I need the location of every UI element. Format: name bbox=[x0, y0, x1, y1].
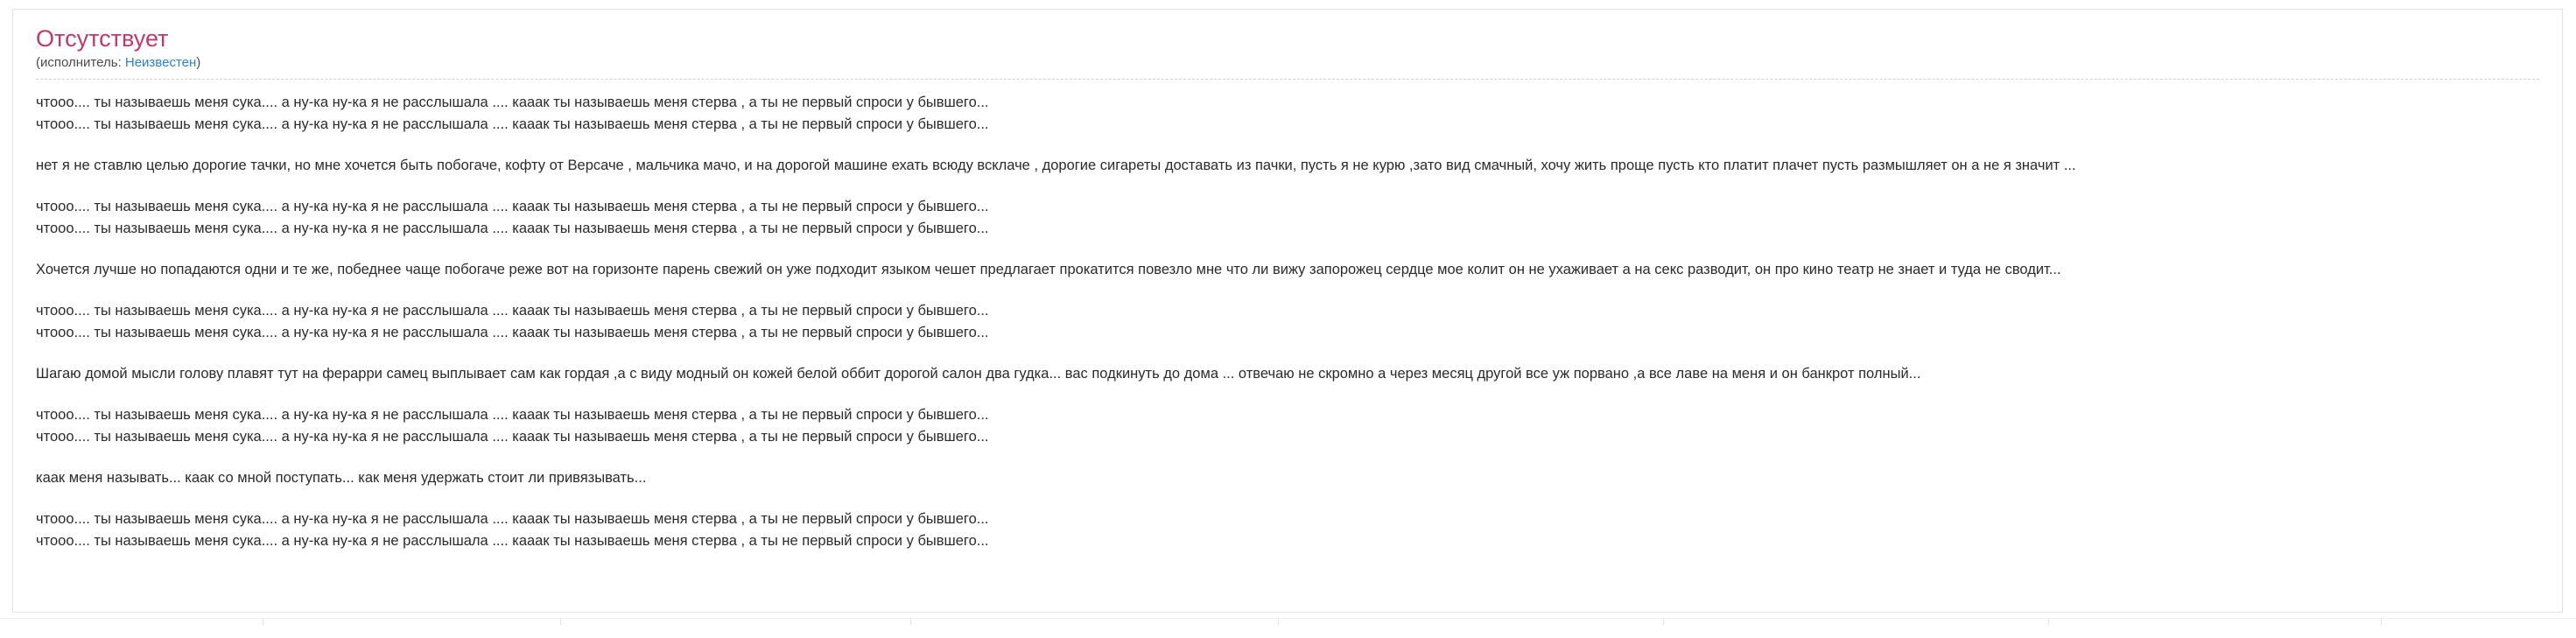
lyrics-stanza bbox=[36, 508, 2539, 552]
lyrics-line: чтооо.... ты называешь меня сука.... а ну-ка ну-ка я не расслышала .... кааак ты называешь меня стерва , а ты не первый спроси у бывшего... bbox=[36, 325, 989, 340]
tick-mark bbox=[2381, 619, 2382, 625]
lyrics-line: Хочется лучше но попадаются одни и те же, победнее чаще побогаче реже вот на горизонте парень свежий он уже подходит языком чешет предлагает прокатится повезло мне что ли вижу запорожец сердце мое колит он не ухаживает а на секс разводит, он про кино театр не знает и туда не сводит... bbox=[36, 262, 2061, 277]
lyrics-line: чтооо.... ты называешь меня сука.... а ну-ка ну-ка я не расслышала .... кааак ты называешь меня стерва , а ты не первый спроси у бывшего... bbox=[36, 221, 989, 236]
artist-label-close: ) bbox=[196, 55, 201, 70]
lyrics-line: чтооо.... ты называешь меня сука.... а ну-ка ну-ка я не расслышала .... кааак ты называешь меня стерва , а ты не первый спроси у бывшего... bbox=[36, 407, 989, 423]
lyrics-stanza bbox=[36, 300, 2539, 344]
lyrics-stanza bbox=[36, 196, 2539, 240]
lyrics-stanza bbox=[36, 467, 2539, 489]
lyrics-line: чтооо.... ты называешь меня сука.... а ну-ка ну-ка я не расслышала .... кааак ты называешь меня стерва , а ты не первый спроси у бывшего... bbox=[36, 199, 989, 214]
lyrics-line: чтооо.... ты называешь меня сука.... а ну-ка ну-ка я не расслышала .... кааак ты называешь меня стерва , а ты не первый спроси у бывшего... bbox=[36, 303, 989, 319]
lyrics-line: чтооо.... ты называешь меня сука.... а ну-ка ну-ка я не расслышала .... кааак ты называешь меня стерва , а ты не первый спроси у бывшего... bbox=[36, 533, 989, 549]
lyrics-stanza bbox=[36, 404, 2539, 448]
artist-label: (исполнитель: bbox=[36, 55, 125, 70]
tick-mark bbox=[1663, 619, 1664, 625]
tick-mark bbox=[560, 619, 561, 625]
lyrics-line: каак меня называть... каак со мной поступать... как меня удержать стоит ли привязывать... bbox=[36, 470, 647, 486]
tick-mark bbox=[2048, 619, 2049, 625]
lyrics-line: Шагаю домой мысли голову плавят тут на ферарри самец выплывает сам как гордая ,а с виду модный он кожей белой оббит дорогой салон два гудка... вас подкинуть до дома ... отвечаю не скромно а через месяц другой все уж порвано ,а все лаве на меня и он банкрот полный... bbox=[36, 366, 1921, 382]
tick-mark bbox=[1278, 619, 1279, 625]
artist-link[interactable]: Неизвестен bbox=[124, 55, 197, 70]
lyrics-body bbox=[36, 92, 2539, 552]
lyrics-line: нет я не ставлю целью дорогие тачки, но мне хочется быть побогаче, кофту от Версаче , мальчика мачо, и на дорогой машине ехать всюду всклаче , дорогие сигареты доставать из пачки, пусть я не курю ,зато вид смачный, хочу жить проще пусть кто платит плачет пусть размышляет он а не я значит ... bbox=[36, 158, 2076, 173]
lyrics-line: чтооо.... ты называешь меня сука.... а ну-ка ну-ка я не расслышала .... кааак ты называешь меня стерва , а ты не первый спроси у бывшего... bbox=[36, 116, 989, 132]
artist-line bbox=[36, 55, 2539, 70]
lyrics-stanza bbox=[36, 363, 2539, 385]
bottom-strip bbox=[0, 618, 2576, 638]
tick-mark bbox=[910, 619, 911, 625]
lyrics-stanza bbox=[36, 155, 2539, 177]
lyrics-line: чтооо.... ты называешь меня сука.... а ну-ка ну-ка я не расслышала .... кааак ты называешь меня стерва , а ты не первый спроси у бывшего... bbox=[36, 511, 989, 527]
lyrics-line: чтооо.... ты называешь меня сука.... а ну-ка ну-ка я не расслышала .... кааак ты называешь меня стерва , а ты не первый спроси у бывшего... bbox=[36, 95, 989, 110]
page-title: Отсутствует bbox=[36, 25, 169, 52]
lyrics-stanza bbox=[36, 259, 2539, 281]
title-row bbox=[36, 25, 2539, 52]
lyrics-card bbox=[12, 9, 2563, 613]
lyrics-stanza bbox=[36, 92, 2539, 136]
lyrics-line: чтооо.... ты называешь меня сука.... а ну-ка ну-ка я не расслышала .... кааак ты называешь меня стерва , а ты не первый спроси у бывшего... bbox=[36, 429, 989, 445]
divider bbox=[36, 79, 2539, 80]
